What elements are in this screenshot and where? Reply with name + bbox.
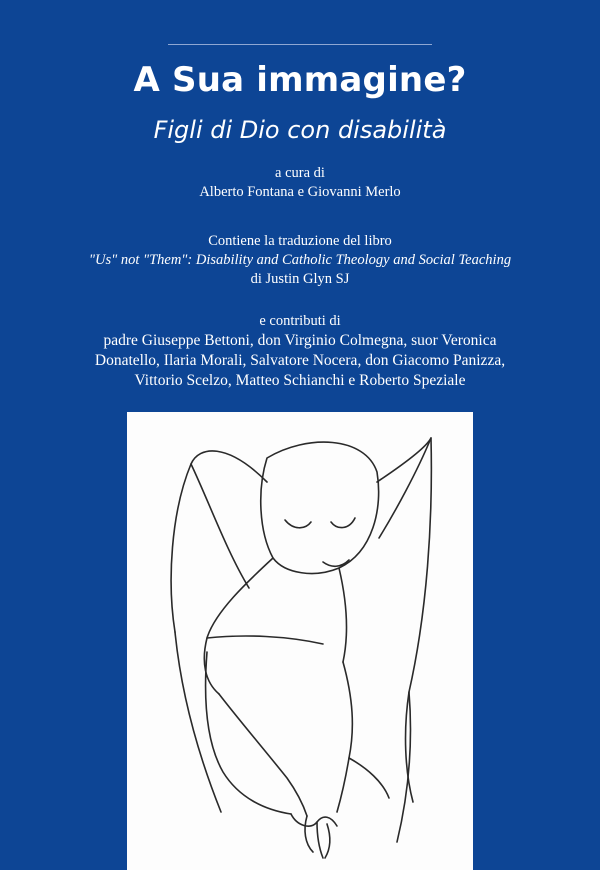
top-divider — [168, 44, 432, 45]
editors-block — [0, 164, 600, 202]
book-title: A Sua immagine? — [133, 60, 467, 100]
translation-block — [0, 232, 600, 289]
editors-intro: a cura di — [275, 165, 325, 181]
translation-intro: Contiene la traduzione del libro — [208, 233, 392, 249]
contributors-line: Vittorio Scelzo, Matteo Schianchi e Roberto Speziale — [134, 372, 466, 389]
original-book-title: "Us" not "Them": Disability and Catholic Theology and Social Teaching — [88, 252, 512, 268]
cover-artwork — [127, 412, 473, 870]
contributors-block — [0, 312, 600, 391]
book-subtitle: Figli di Dio con disabilità — [153, 116, 447, 144]
contributions-intro: e contributi di — [259, 313, 341, 329]
contributors-line: padre Giuseppe Bettoni, don Virginio Colmegna, suor Veronica — [103, 332, 497, 349]
original-author: di Justin Glyn SJ — [250, 271, 350, 287]
contributors-line: Donatello, Ilaria Morali, Salvatore Nocera, don Giacomo Panizza, — [94, 352, 506, 369]
angel-line-drawing-icon — [127, 412, 473, 870]
editors-names: Alberto Fontana e Giovanni Merlo — [199, 184, 401, 200]
